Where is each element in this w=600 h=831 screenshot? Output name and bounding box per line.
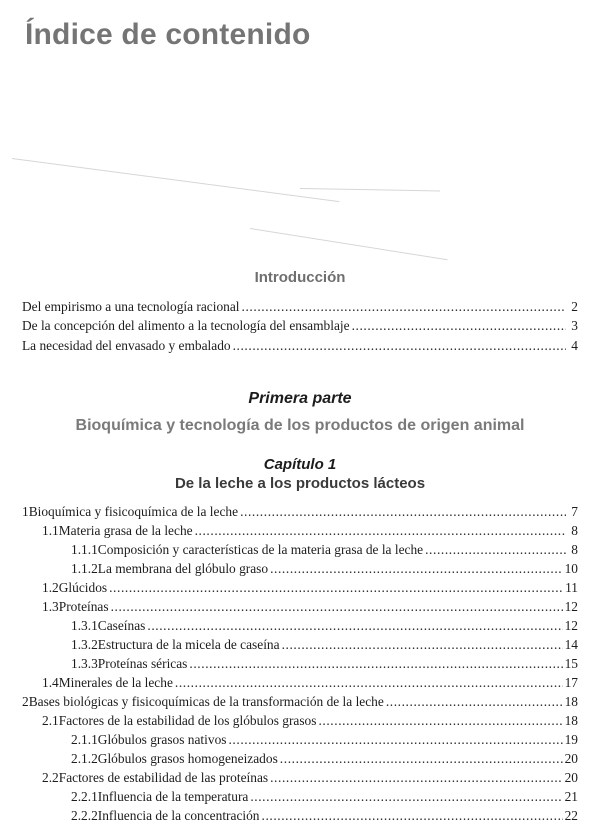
toc-entry-title: Materia grasa de la leche xyxy=(58,523,193,538)
toc-entry-number: 1.3.2 xyxy=(71,637,98,652)
toc-entry-page: 3 xyxy=(571,318,578,333)
toc-entry[interactable] xyxy=(71,731,578,749)
chapter-title: Capítulo 1 xyxy=(263,456,337,473)
toc-entry-page: 20 xyxy=(564,770,578,785)
toc-entry[interactable] xyxy=(71,541,578,559)
dot-leader xyxy=(352,317,566,335)
dot-leader xyxy=(282,636,563,654)
toc-entry-page: 18 xyxy=(564,713,578,728)
scan-mark xyxy=(300,188,440,191)
toc-entry[interactable] xyxy=(71,807,578,825)
toc-entry-title: Glóbulos grasos homogeneizados xyxy=(97,751,278,766)
toc-entry-number: 2.2.1 xyxy=(71,789,98,804)
dot-leader xyxy=(280,750,563,768)
toc-entry-title: Del empirismo a una tecnología racional xyxy=(22,299,240,314)
toc-entry-page: 20 xyxy=(564,751,578,766)
toc-entry-title: La necesidad del envasado y embalado xyxy=(22,338,231,353)
toc-entry[interactable] xyxy=(42,579,578,597)
toc-entry-number: 2.1.2 xyxy=(71,751,98,766)
toc-entry-page: 15 xyxy=(564,656,578,671)
toc-entry[interactable] xyxy=(22,298,578,316)
toc-entry-page: 8 xyxy=(571,523,578,538)
toc-entry[interactable] xyxy=(22,503,578,521)
dot-leader xyxy=(250,788,562,806)
toc-entry-page: 11 xyxy=(565,580,578,595)
toc-entry-page: 4 xyxy=(571,338,578,353)
toc-entry-number: 2.1 xyxy=(42,713,59,728)
toc-entry-page: 17 xyxy=(564,675,578,690)
dot-leader xyxy=(270,769,563,787)
toc-entry-page: 12 xyxy=(564,599,578,614)
dot-leader xyxy=(318,712,562,730)
intro-heading: Introducción xyxy=(254,269,346,286)
toc-entry[interactable] xyxy=(22,317,578,335)
toc-entry-page: 8 xyxy=(571,542,578,557)
toc-entry-number: 1.2 xyxy=(42,580,59,595)
toc-entry-number: 2.1.1 xyxy=(71,732,98,747)
dot-leader xyxy=(147,617,562,635)
toc-entry[interactable] xyxy=(71,750,578,768)
toc-entry-page: 22 xyxy=(564,808,578,823)
toc-entry-title: Glóbulos grasos nativos xyxy=(97,732,227,747)
toc-entry[interactable] xyxy=(42,598,578,616)
toc-entry-page: 14 xyxy=(564,637,578,652)
toc-entry[interactable] xyxy=(22,693,578,711)
toc-entry-number: 2.2 xyxy=(42,770,59,785)
dot-leader xyxy=(240,503,566,521)
toc-entry-number: 1.3.1 xyxy=(71,618,98,633)
toc-entry[interactable] xyxy=(42,674,578,692)
toc-entry-number: 1.3.3 xyxy=(71,656,98,671)
toc-entry-title: Proteínas séricas xyxy=(97,656,188,671)
toc-entry[interactable] xyxy=(71,636,578,654)
toc-entry-title: Proteínas xyxy=(58,599,109,614)
toc-entry[interactable] xyxy=(71,655,578,673)
toc-entry-title: Factores de estabilidad de las proteínas xyxy=(58,770,269,785)
dot-leader xyxy=(189,655,562,673)
toc-entry-page: 2 xyxy=(571,299,578,314)
toc-entry-title: Factores de la estabilidad de los glóbulos grasos xyxy=(58,713,317,728)
dot-leader xyxy=(233,337,566,355)
toc-entry[interactable] xyxy=(42,712,578,730)
scan-mark xyxy=(12,158,339,202)
scan-mark xyxy=(250,228,448,260)
dot-leader xyxy=(386,693,563,711)
toc-entry-page: 7 xyxy=(571,504,578,519)
toc-entry-page: 18 xyxy=(564,694,578,709)
toc-entry-title: De la concepción del alimento a la tecnología del ensamblaje xyxy=(22,318,350,333)
chapter-subtitle: De la leche a los productos lácteos xyxy=(174,475,426,492)
toc-entry[interactable] xyxy=(71,788,578,806)
toc-entry-title: La membrana del glóbulo graso xyxy=(97,561,269,576)
toc-entry-number: 1.4 xyxy=(42,675,59,690)
toc-entry[interactable] xyxy=(42,769,578,787)
toc-entry-title: Bases biológicas y fisicoquímicas de la transformación de la leche xyxy=(28,694,384,709)
toc-entry-title: Influencia de la temperatura xyxy=(97,789,249,804)
toc-entry-title: Minerales de la leche xyxy=(58,675,173,690)
dot-leader xyxy=(195,522,566,540)
toc-entry-number: 2 xyxy=(22,694,29,709)
page-title: Índice de contenido xyxy=(25,18,311,51)
toc-entry-page: 19 xyxy=(564,732,578,747)
toc-entry-number: 2.2.2 xyxy=(71,808,98,823)
dot-leader xyxy=(425,541,566,559)
toc-entry-page: 21 xyxy=(564,789,578,804)
toc-entry-title: Caseínas xyxy=(97,618,146,633)
dot-leader xyxy=(228,731,562,749)
toc-entry-page: 10 xyxy=(564,561,578,576)
toc-entry[interactable] xyxy=(71,560,578,578)
toc-entry[interactable] xyxy=(22,337,578,355)
toc-entry-number: 1.1.2 xyxy=(71,561,98,576)
toc-entry-title: Estructura de la micela de caseína xyxy=(97,637,280,652)
dot-leader xyxy=(270,560,563,578)
toc-entry-title: Glúcidos xyxy=(58,580,108,595)
dot-leader xyxy=(262,807,563,825)
part-title: Primera parte xyxy=(248,390,352,407)
toc-entry-number: 1.1.1 xyxy=(71,542,98,557)
dot-leader xyxy=(242,298,566,316)
dot-leader xyxy=(111,598,563,616)
toc-entry[interactable] xyxy=(42,522,578,540)
toc-entry-title: Bioquímica y fisicoquímica de la leche xyxy=(28,504,239,519)
toc-entry-title: Influencia de la concentración xyxy=(97,808,260,823)
toc-entry-title: Composición y características de la materia grasa de la leche xyxy=(97,542,424,557)
toc-entry-number: 1.3 xyxy=(42,599,59,614)
part-subtitle: Bioquímica y tecnología de los productos de origen animal xyxy=(75,417,525,434)
toc-entry-number: 1 xyxy=(22,504,29,519)
dot-leader xyxy=(109,579,563,597)
dot-leader xyxy=(175,674,563,692)
toc-entry-number: 1.1 xyxy=(42,523,59,538)
toc-entry[interactable] xyxy=(71,617,578,635)
toc-entry-page: 12 xyxy=(564,618,578,633)
